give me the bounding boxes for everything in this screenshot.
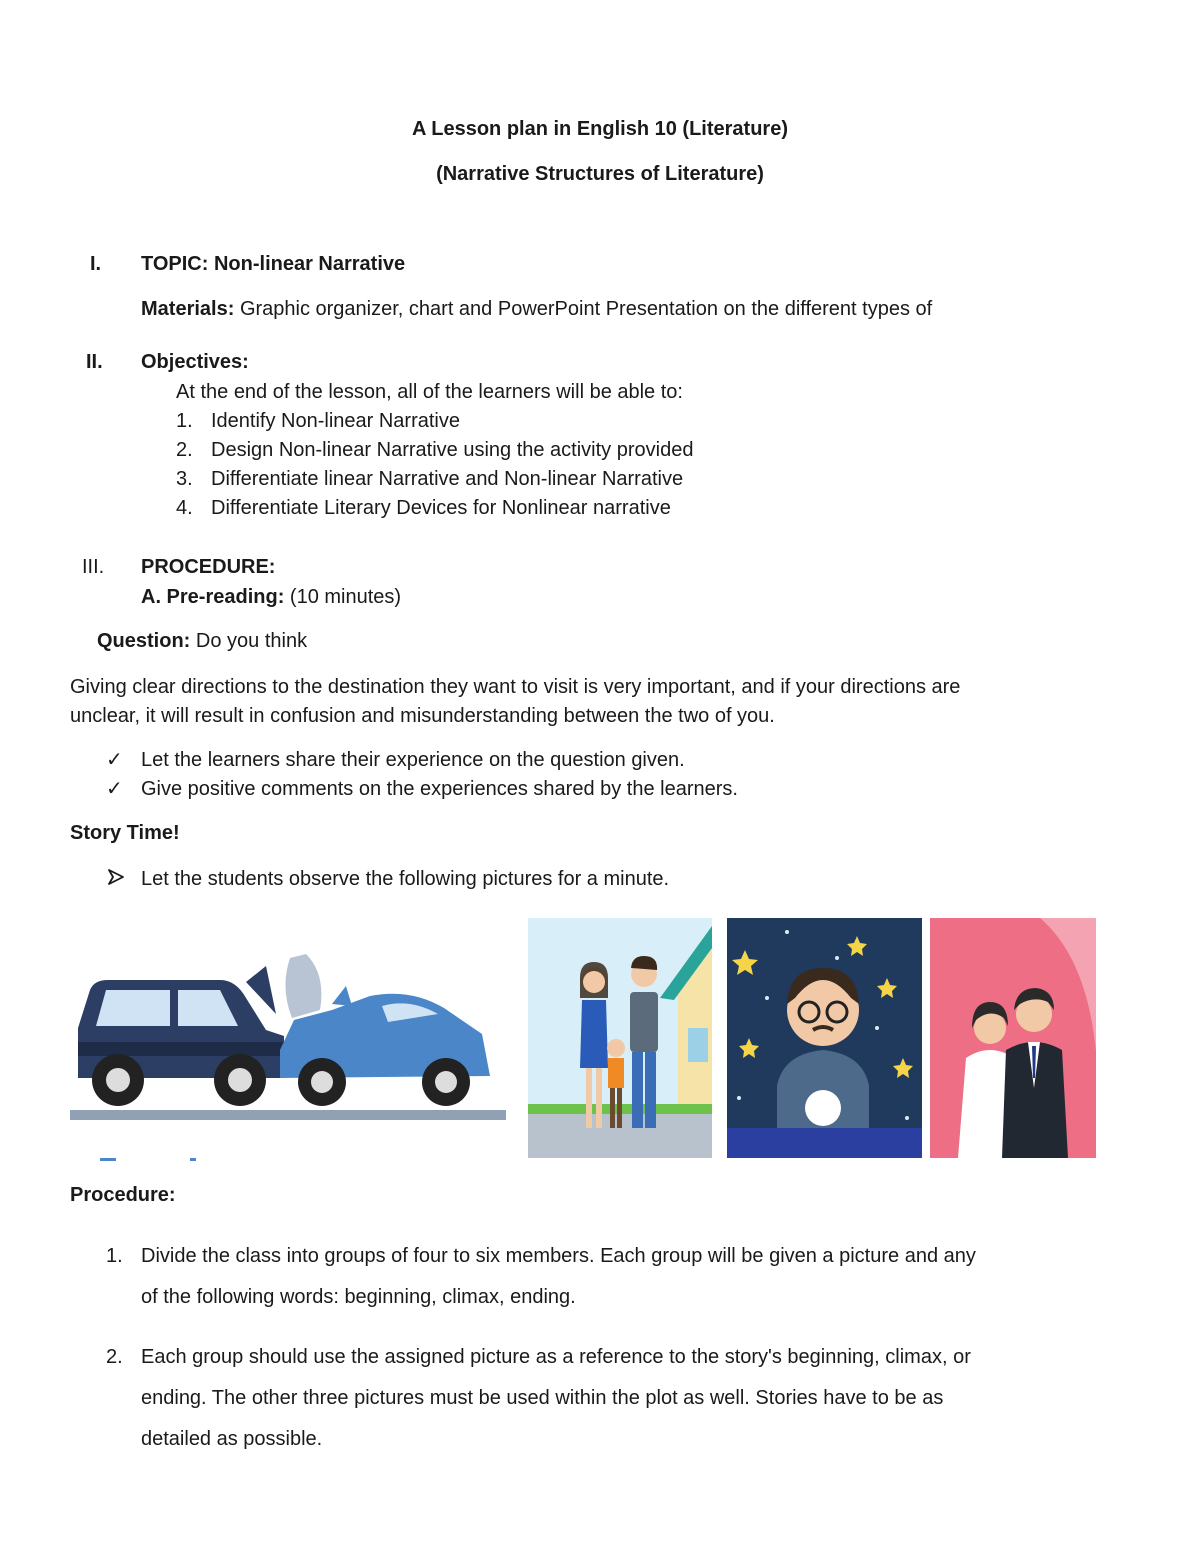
section-1-heading: TOPIC: Non-linear Narrative [141,253,406,275]
prereading-line [141,585,401,609]
car-crash-picture [70,918,506,1162]
family-picture [528,918,712,1158]
story-time-heading: Story Time! [70,822,180,844]
objective-num: 2. [176,439,193,461]
prereading-label: A. Pre-reading: [141,586,285,608]
materials-label: Materials: [141,298,235,320]
paragraph-line: unclear, it will result in confusion and misunderstanding between the two of you. [70,705,775,727]
check-icon: ✓ [106,778,123,800]
check-item: Give positive comments on the experiences shared by the learners. [141,778,738,800]
check-item: Let the learners share their experience on the question given. [141,749,685,771]
section-1-numeral: I. [90,253,102,275]
check-icon: ✓ [106,749,123,771]
question-label: Question: [97,630,191,652]
procedure-line: detailed as possible. [141,1428,323,1450]
section-2-heading: Objectives: [141,351,249,373]
question-line [97,629,307,653]
objective-text: Differentiate Literary Devices for Nonlinear narrative [211,497,671,519]
story-bullet: Let the students observe the following pictures for a minute. [141,868,670,890]
procedure-line: ending. The other three pictures must be used within the plot as well. Stories have to be as [141,1387,944,1409]
objective-text: Design Non-linear Narrative using the activity provided [211,439,694,461]
fortune-teller-picture [727,918,922,1158]
couple-picture [930,918,1096,1158]
section-2-numeral: II. [86,351,103,373]
objective-num: 1. [176,410,193,432]
procedure-num: 1. [106,1245,123,1267]
page-subtitle: (Narrative Structures of Literature) [436,163,764,185]
section-3-heading: PROCEDURE: [141,556,276,578]
procedure-num: 2. [106,1346,123,1368]
paragraph-line: Giving clear directions to the destination they want to visit is very important, and if your directions are [70,676,961,698]
objective-num: 3. [176,468,193,490]
section-3-numeral: III. [82,556,105,578]
objective-text: Differentiate linear Narrative and Non-linear Narrative [211,468,684,490]
question-text: Do you think [195,630,308,652]
procedure-line: Divide the class into groups of four to six members. Each group will be given a picture and any [141,1245,976,1267]
procedure-line: of the following words: beginning, climax, ending. [141,1286,576,1308]
materials-line [141,297,932,321]
page-title: A Lesson plan in English 10 (Literature) [412,118,788,140]
arrow-bullet-icon [106,867,126,893]
materials-text: Graphic organizer, chart and PowerPoint Presentation on the different types of [239,298,933,320]
objective-num: 4. [176,497,193,519]
procedure-line: Each group should use the assigned picture as a reference to the story's beginning, climax, or [141,1346,971,1368]
objective-text: Identify Non-linear Narrative [211,410,460,432]
objectives-intro: At the end of the lesson, all of the learners will be able to: [176,381,683,403]
prereading-time: (10 minutes) [289,586,402,608]
procedure-heading: Procedure: [70,1184,176,1206]
